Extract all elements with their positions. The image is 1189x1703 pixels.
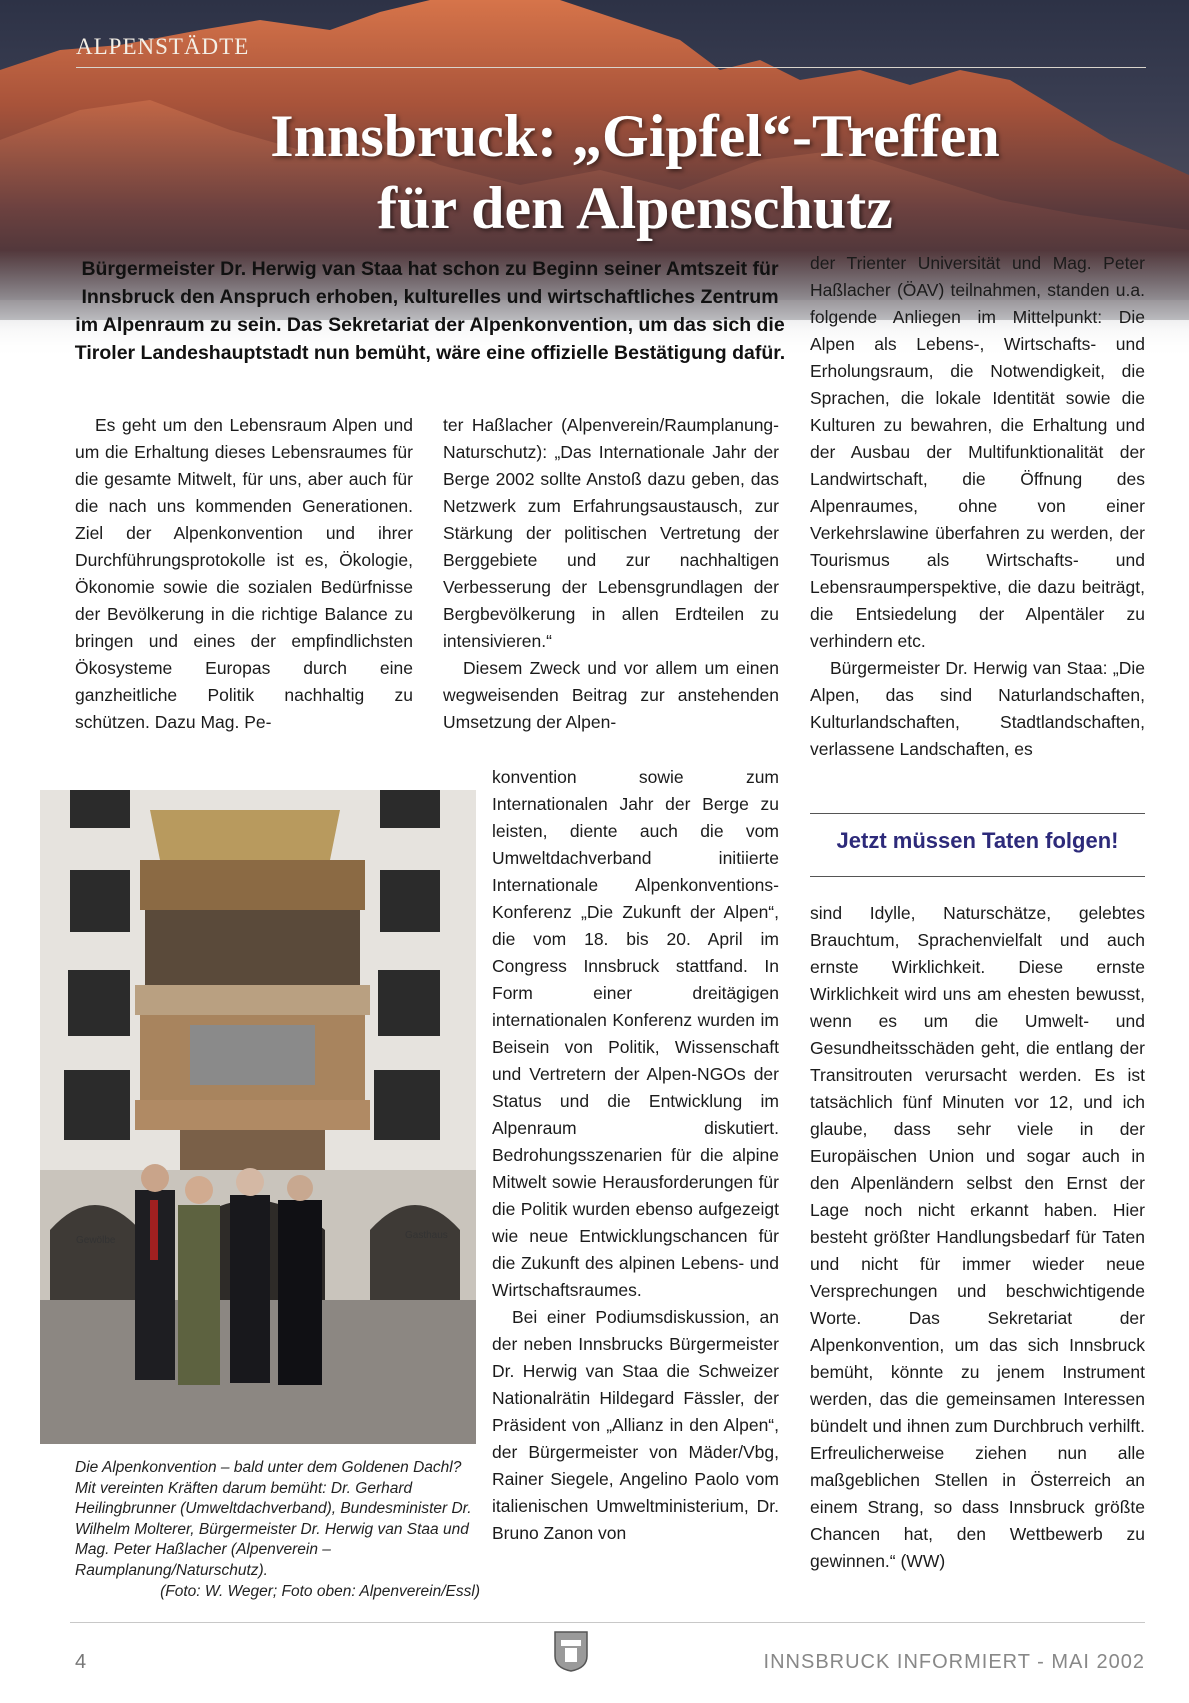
column-3-top bbox=[810, 250, 1145, 763]
col2-paragraph-3: Bei einer Podiumsdiskussion, an der neben Innsbrucks Bürgermeister Dr. Herwig van Staa die Schweizer Nationalrätin Hildegard Fässler, der Präsident von „Allianz in den Alpen“, der Bürgermeister von Mäder/Vbg, Rainer Siegele, Angelino Paolo vom italienischen Umweltministerium, Dr. Bruno Zanon von bbox=[492, 1307, 779, 1543]
col2-paragraph-2a: Diesem Zweck und vor allem um einen wegweisenden Beitrag zur anstehenden Umsetzung der Alpen- bbox=[443, 658, 779, 732]
page-title bbox=[120, 100, 1150, 244]
page-number: 4 bbox=[75, 1651, 87, 1673]
footer-divider bbox=[70, 1622, 1145, 1623]
col3-paragraph-2: Bürgermeister Dr. Herwig van Staa: „Die Alpen, das sind Naturlandschaften, Kulturlandschaften, Stadtlandschaften, verlassene Landschaften, es bbox=[810, 658, 1145, 759]
column-1 bbox=[75, 412, 413, 736]
callout-rule-top bbox=[810, 813, 1145, 814]
title-line-1: Innsbruck: „Gipfel“-Treffen bbox=[270, 103, 1000, 169]
column-3-bottom bbox=[810, 900, 1145, 1575]
publication-name: INNSBRUCK INFORMIERT - MAI 2002 bbox=[763, 1651, 1145, 1673]
col1-paragraph-1: Es geht um den Lebensraum Alpen und um die Erhaltung dieses Lebensraumes für die gesamte Mitwelt, für uns, aber auch für die nach uns kommenden Generationen. Ziel der Alpenkonvention und ihrer Durchführungsprotokolle ist es, Ökologie, Ökonomie sowie die sozialen Bedürfnisse der Bevölkerung in die richtige Balance zu bringen und eines der empfindlichsten Ökosysteme Europas durch eine ganzheitliche Politik nachhaltig zu schützen. Dazu Mag. Pe- bbox=[75, 415, 413, 732]
photo-credit: (Foto: W. Weger; Foto oben: Alpenverein/Essl) bbox=[160, 1582, 480, 1600]
lead-paragraph: Bürgermeister Dr. Herwig van Staa hat schon zu Beginn seiner Amtszeit für Innsbruck den Anspruch erhoben, kulturelles und wirtschaftliches Zentrum im Alpenraum zu sein. Das Sekretariat der Alpenkonvention, um das sich die Tiroler Landeshauptstadt nun bemüht, wäre eine offizielle Bestätigung dafür. bbox=[74, 258, 786, 364]
photo-sign-left: Gewölbe bbox=[76, 1235, 116, 1246]
column-2-top bbox=[443, 412, 779, 736]
col3-paragraph-1: der Trienter Universität und Mag. Peter Haßlacher (ÖAV) teilnahmen, standen u.a. folgende Anliegen im Mittelpunkt: Die Alpen als Lebens-, Wirtschafts- und Erholungsraum, die Notwendigkeit, die Sprachen, die lokale Identität sowie die Kulturen zu bewahren, die Erhaltung und der Ausbau der Multifunktionalität der Landwirtschaft, die Öffnung des Alpenraumes, ohne von einer Verkehrslawine überfahren zu werden, der Tourismus als Wirtschafts- und Lebensraumperspektive, die dazu beiträgt, die Entsiedelung der Alpentäler zu verhindern etc. bbox=[810, 253, 1145, 651]
col3-paragraph-3: sind Idylle, Naturschätze, gelebtes Brauchtum, Sprachenvielfalt und auch ernste Wirklichkeit. Diese ernste Wirklichkeit wird uns am ehesten bewusst, wenn es um die Umwelt- und Gesundheitsschäden geht, die entlang der Transitrouten verursacht werden. Es ist tatsächlich fünf Minuten vor 12, und ich glaube, dass sehr viele in der Europäischen Union und sogar auch in den Alpenländern selbst den Ernst der Lage noch nicht erkannt haben. Hier besteht größter Handlungsbedarf für Taten und nicht für immer wieder neue Versprechungen und beschwichtigende Worte. Das Sekretariat der Alpenkonvention, um das sich Innsbruck bemüht, könnte zu jenem Instrument werden, das die gemeinsamen Interessen bündelt und ihnen zum Durchbruch verhilft. Erfreulicherweise ziehen nun alle maßgeblichen Stellen in Österreich an einem Strang, so dass Innsbruck größte Chancen hat, den Wettbewerb zu gewinnen.“ (WW) bbox=[810, 903, 1145, 1571]
callout-rule-bottom bbox=[810, 876, 1145, 877]
city-crest-icon bbox=[553, 1630, 589, 1672]
col2-paragraph-2b: konvention sowie zum Internationalen Jahr der Berge zu leisten, diente auch die vom Umweltdachverband initiierte Internationale Alpenkonventions-Konferenz „Die Zukunft der Alpen“, die vom 18. bis 20. April im Congress Innsbruck stattfand. In Form einer dreitägigen internationalen Konferenz wurden im Beisein von Politik, Wissenschaft und Vertretern der Alpen-NGOs der Status und die Entwicklung im Alpenraum diskutiert. Bedrohungsszenarien für die alpine Mitwelt sowie Herausforderungen für die Politik wurden ebenso aufgezeigt wie neue Entwicklungschancen für die Zukunft des alpinen Lebens- und Wirtschaftsraumes. bbox=[492, 767, 779, 1300]
section-label: ALPENSTÄDTE bbox=[76, 34, 250, 59]
callout-heading: Jetzt müssen Taten folgen! bbox=[836, 828, 1119, 853]
caption-text: Die Alpenkonvention – bald unter dem Goldenen Dachl? Mit vereinten Kräften darum bemüht: Dr. Gerhard Heilingbrunner (Umweltdachverband), Bundesminister Dr. Wilhelm Molterer, Bürgermeister Dr. Herwig van Staa und Mag. Peter Haßlacher (Alpenverein – Raumplanung/Naturschutz). bbox=[75, 1459, 472, 1579]
section-divider bbox=[76, 67, 1146, 68]
column-2-bottom bbox=[492, 764, 779, 1547]
photo-sign-right: Gasthaus bbox=[405, 1230, 448, 1241]
photo-caption bbox=[75, 1458, 480, 1602]
golden-roof-illustration bbox=[40, 790, 476, 1444]
col2-paragraph-1: ter Haßlacher (Alpenverein/Raumplanung-Naturschutz): „Das Internationale Jahr der Berge 2002 sollte Anstoß dazu geben, das Netzwerk zum Erfahrungsaustausch, zur Stärkung der politischen Vertretung der Berggebiete und zur nachhaltigen Verbesserung der Lebensgrundlagen der Bergbevölkerung in allen Erdteilen zu intensivieren.“ bbox=[443, 415, 779, 651]
title-line-2: für den Alpenschutz bbox=[377, 175, 893, 241]
golden-roof-photo bbox=[40, 790, 476, 1444]
